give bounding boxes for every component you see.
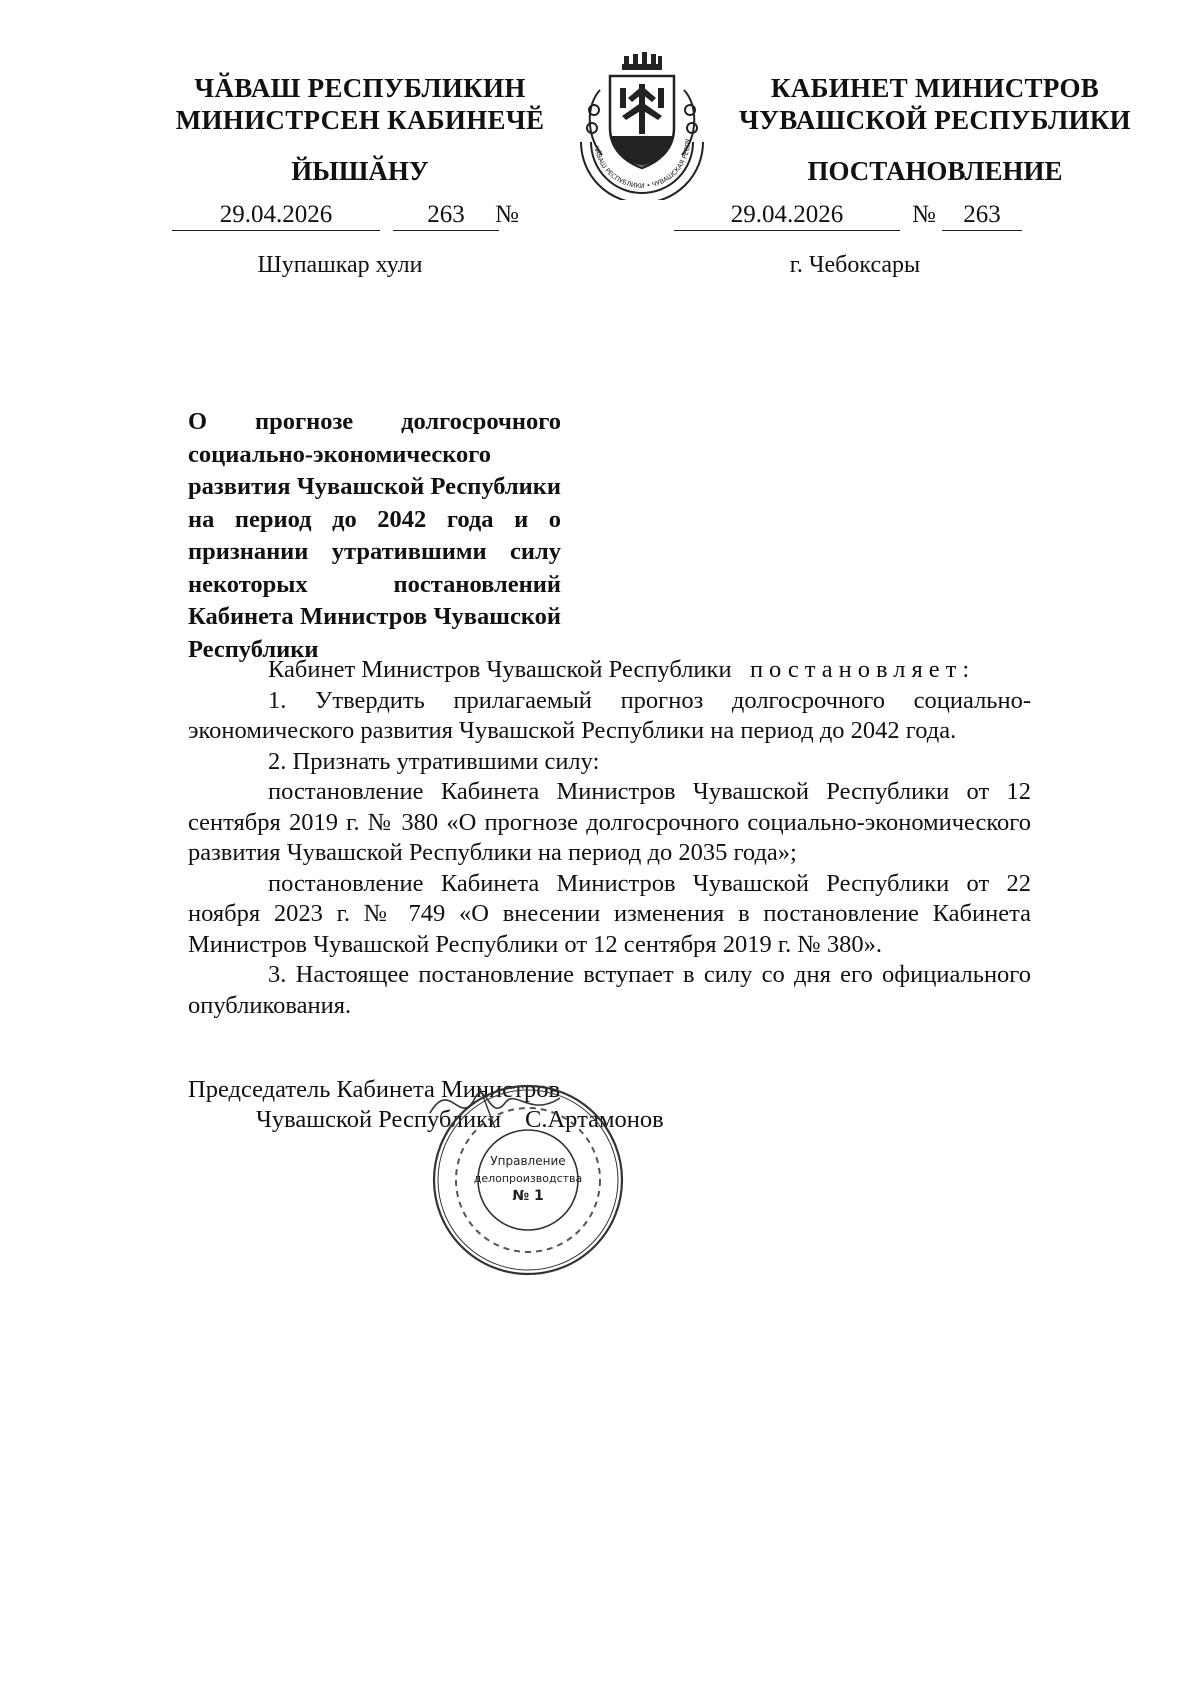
signature-name: С.Артамонов — [525, 1106, 664, 1133]
right-number-field: 263 — [942, 200, 1022, 231]
body-item-3: 3. Настоящее постановление вступает в силу со дня его официального опубликования. — [188, 961, 1031, 1019]
body-intro — [188, 655, 1031, 686]
left-number-sign: № — [495, 201, 519, 228]
official-stamp — [428, 1080, 628, 1280]
left-city: Шупашкар хули — [257, 252, 423, 278]
stamp-center-line3: № 1 — [512, 1188, 544, 1204]
left-number-field: 263 — [393, 200, 499, 231]
crown-icon — [622, 52, 662, 70]
emblem — [572, 50, 712, 200]
body-intro-prefix: Кабинет Министров Чувашской Республики — [268, 656, 732, 683]
header-left-title — [150, 72, 570, 136]
body-item-2-b: постановление Кабинета Министров Чувашской Республики от 22 ноября 2023 г. № 749 «О внесении изменения в постановление Кабинета Министров Чувашской Республики от 12 сентября 2019 г. № 380». — [188, 869, 1031, 958]
right-number-sign: № — [912, 201, 936, 228]
round-seal-icon — [428, 1080, 628, 1280]
right-date-field: 29.04.2026 — [674, 200, 900, 231]
body-intro-verb: постановляет: — [749, 656, 976, 683]
header-left-doc-type: ЙЫШӐНУ — [291, 156, 429, 186]
header-right-line2: ЧУВАШСКОЙ РЕСПУБЛИКИ — [739, 105, 1131, 135]
body-item-2: 2. Признать утратившими силу: — [268, 747, 600, 775]
body-item-1: 1. Утвердить прилагаемый прогноз долгосрочного социально-экономического развития Чувашской Республики на период до 2042 года. — [188, 686, 1031, 744]
header-left-line1: ЧӐВАШ РЕСПУБЛИКИН — [194, 73, 526, 103]
header-right-title — [715, 72, 1155, 136]
stamp-center-line1: Управление — [490, 1154, 566, 1168]
stamp-center-line2: делопроизводства — [473, 1172, 583, 1185]
header-right-doc-type: ПОСТАНОВЛЕНИЕ — [807, 156, 1063, 186]
signature-position-line2: Чувашской Республики — [256, 1106, 502, 1133]
header-left-line2: МИНИСТРСЕН КАБИНЕЧӖ — [175, 105, 545, 135]
body-item-2-a: постановление Кабинета Министров Чувашской Республики от 12 сентября 2019 г. № 380 «О прогнозе долгосрочного социально-экономического развития Чувашской Республики на период до 2035 года»; — [188, 778, 1031, 866]
signature-position-line1: Председатель Кабинета Министров — [188, 1076, 561, 1103]
header-right-line1: КАБИНЕТ МИНИСТРОВ — [770, 73, 1100, 103]
coat-of-arms-icon — [572, 50, 712, 200]
document-body — [188, 655, 1031, 1021]
right-city: г. Чебоксары — [789, 252, 921, 278]
emblem-ribbon-text: ЧĂВАШ РЕСПУБЛИКИ • ЧУВАШСКАЯ РЕСПУ — [592, 138, 693, 191]
left-date-field: 29.04.2026 — [172, 200, 380, 231]
document-subject: О прогнозе долгосрочного социально-экономического развития Чувашской Республики на период до 2042 года и о признании утратившими силу некоторых постановлений Кабинета Министров Чувашской Республики — [188, 408, 561, 663]
